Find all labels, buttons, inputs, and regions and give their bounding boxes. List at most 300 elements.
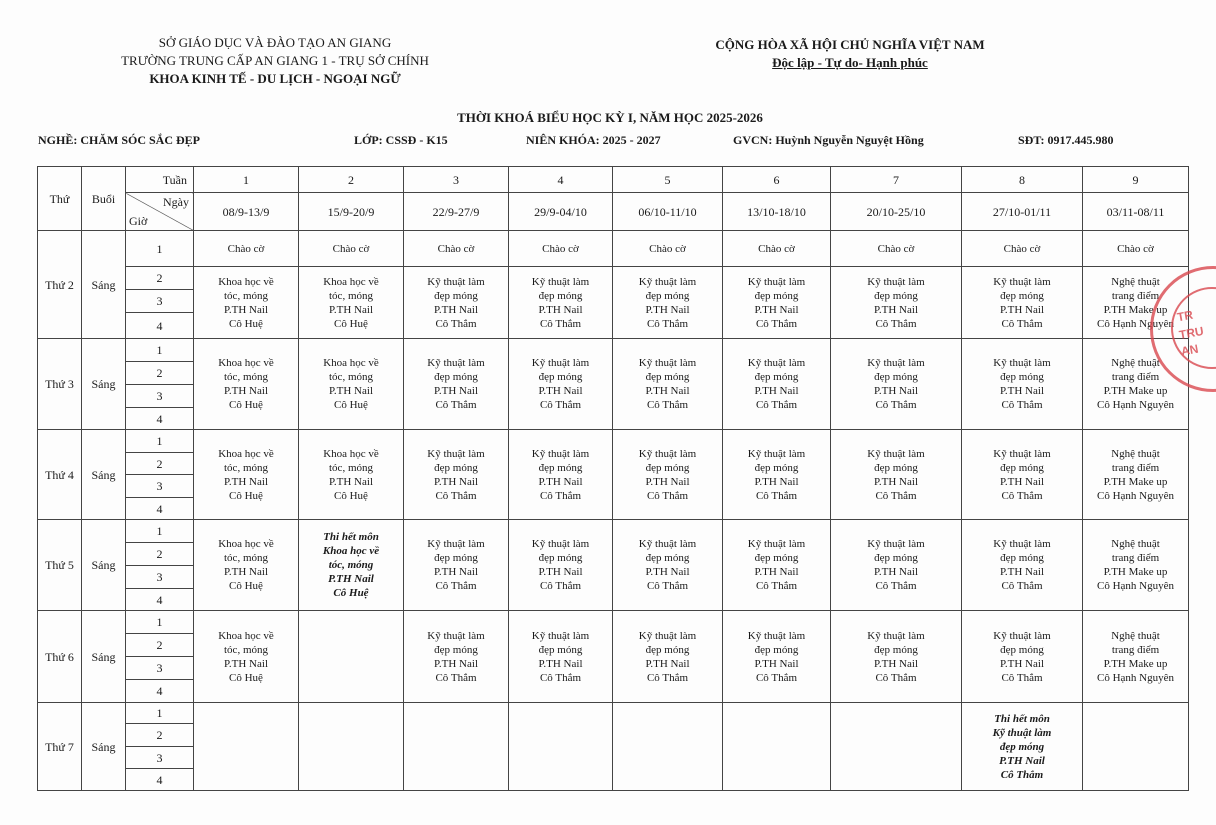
period-row — [38, 703, 1189, 724]
day-label: Thứ 3 — [38, 339, 82, 430]
period-number: 3 — [126, 657, 194, 680]
chao-co-cell: Chào cờ — [962, 231, 1083, 267]
period-number: 1 — [126, 339, 194, 362]
course-cell — [831, 520, 962, 611]
course-cell — [962, 339, 1083, 430]
course-line: Kỹ thuật làm — [531, 538, 590, 550]
course-line: P.TH Nail — [645, 566, 690, 578]
empty-cell — [1083, 703, 1189, 791]
course-line: đẹp móng — [754, 461, 799, 474]
period-number: 3 — [126, 747, 194, 769]
course-line: Cô Huệ — [334, 489, 368, 502]
course-line: tóc, móng — [329, 289, 373, 302]
course-line: Cô Hạnh Nguyên — [1097, 317, 1174, 330]
day-label: Thứ 2 — [38, 231, 82, 339]
course-line: đẹp móng — [645, 461, 690, 474]
course-line: Cô Thắm — [1001, 489, 1043, 502]
course-line: Cô Thắm — [646, 580, 689, 592]
course-line: P.TH Nail — [434, 475, 478, 488]
course-line: Cô Thắm — [539, 489, 582, 502]
course-line: Nghệ thuật — [1111, 629, 1160, 642]
course-line: Kỹ thuật làm — [867, 629, 925, 642]
course-line: P.TH Nail — [224, 475, 268, 488]
period-number: 4 — [126, 589, 194, 611]
course-line: tóc, móng — [224, 643, 268, 656]
course-cell — [613, 520, 723, 611]
info-nien-khoa: NIÊN KHÓA: 2025 - 2027 — [526, 133, 661, 147]
course-line: Cô Thắm — [875, 399, 917, 411]
course-line: Cô Thắm — [875, 489, 917, 502]
course-line: Kỹ thuật làm — [638, 538, 697, 550]
course-line: Cô Thắm — [875, 317, 917, 330]
period-row — [38, 430, 1189, 453]
course-cell — [962, 430, 1083, 520]
col-header-tuan: Tuần — [126, 167, 194, 193]
course-line: Cô Huệ — [334, 399, 368, 411]
course-line: Kỹ thuật làm — [867, 447, 925, 460]
course-line: Cô Thắm — [539, 399, 582, 411]
week-header: 4 — [509, 167, 613, 193]
course-line: P.TH Nail — [538, 303, 583, 316]
session-label: Sáng — [82, 430, 126, 520]
course-cell — [1083, 520, 1189, 611]
course-line: Khoa học về — [218, 357, 274, 369]
course-line: P.TH Nail — [645, 475, 690, 488]
course-line: Kỹ thuật làm — [427, 275, 485, 288]
course-line: P.TH Nail — [224, 385, 268, 397]
course-cell — [723, 520, 831, 611]
course-line: Cô Thắm — [646, 399, 689, 411]
course-line: Khoa học về — [218, 629, 274, 642]
course-line: Cô Hạnh Nguyên — [1097, 489, 1174, 502]
course-line: đẹp móng — [538, 371, 583, 383]
course-line: Cô Hạnh Nguyên — [1097, 399, 1174, 411]
course-line: Cô Thắm — [755, 580, 798, 592]
timetable — [37, 166, 1189, 791]
course-line: đẹp móng — [1000, 289, 1044, 302]
course-line: Kỹ thuật làm — [867, 275, 925, 288]
course-line: trang điểm — [1111, 371, 1160, 383]
course-cell — [194, 430, 299, 520]
course-line: Cô Huệ — [229, 671, 263, 684]
course-line: Nghệ thuật — [1111, 275, 1160, 288]
info-gvcn: GVCN: Huỳnh Nguyễn Nguyệt Hồng — [733, 133, 924, 147]
course-cell — [509, 430, 613, 520]
header-row-dates — [38, 193, 1189, 231]
course-line: P.TH Nail — [538, 657, 583, 670]
course-line: Khoa học về — [218, 275, 274, 288]
course-cell — [962, 267, 1083, 339]
course-cell — [613, 430, 723, 520]
date-range-header: 20/10-25/10 — [831, 193, 962, 231]
course-line: P.TH Nail — [754, 475, 799, 488]
course-line: Cô Thắm — [755, 317, 798, 330]
period-number: 2 — [126, 724, 194, 747]
course-line: đẹp móng — [538, 289, 583, 302]
empty-cell — [299, 611, 404, 703]
course-line: Kỹ thuật làm — [867, 538, 925, 550]
course-line: Cô Thắm — [646, 671, 689, 684]
empty-cell — [194, 703, 299, 791]
course-line: Kỹ thuật làm — [747, 357, 806, 369]
header-row-weeks — [38, 167, 1189, 193]
course-line: đẹp móng — [434, 643, 478, 656]
course-line: Cô Thắm — [539, 580, 582, 592]
course-line: tóc, móng — [329, 461, 373, 474]
session-label: Sáng — [82, 520, 126, 611]
course-line: P.TH Nail — [999, 754, 1045, 767]
chao-co-cell: Chào cờ — [404, 231, 509, 267]
course-line: Khoa học về — [323, 447, 379, 460]
course-line: Cô Thắm — [435, 317, 477, 330]
period-row — [38, 520, 1189, 543]
course-line: Kỹ thuật làm — [747, 275, 806, 288]
date-range-header: 06/10-11/10 — [613, 193, 723, 231]
course-line: Kỹ thuật làm — [993, 275, 1051, 288]
course-line: đẹp móng — [874, 643, 918, 656]
course-cell — [962, 520, 1083, 611]
course-line: Cô Thắm — [875, 580, 917, 592]
course-line: Cô Thắm — [539, 317, 582, 330]
course-line: Cô Huệ — [334, 317, 368, 330]
col-header-ngay: Ngày — [163, 195, 189, 209]
header-right — [680, 36, 1020, 72]
period-number: 2 — [126, 543, 194, 566]
course-cell — [509, 339, 613, 430]
course-line: Kỹ thuật làm — [638, 629, 697, 642]
header-right-line1: CỘNG HÒA XÃ HỘI CHỦ NGHĨA VIỆT NAM — [715, 37, 985, 52]
period-number: 3 — [126, 475, 194, 498]
course-cell — [299, 430, 404, 520]
course-cell — [404, 430, 509, 520]
course-line: Cô Huệ — [229, 317, 263, 330]
course-line: Khoa học về — [323, 357, 379, 369]
chao-co-cell: Chào cờ — [299, 231, 404, 267]
course-line: P.TH Nail — [754, 657, 799, 670]
course-line: Kỹ thuật làm — [531, 275, 590, 288]
course-line: đẹp móng — [538, 461, 583, 474]
course-line: P.TH Nail — [874, 303, 918, 316]
week-header: 7 — [831, 167, 962, 193]
course-line: đẹp móng — [1000, 643, 1044, 656]
course-line: P.TH Nail — [874, 657, 918, 670]
course-line: Nghệ thuật — [1111, 447, 1160, 460]
course-cell — [613, 267, 723, 339]
course-line: P.TH Nail — [754, 385, 799, 397]
course-cell — [962, 611, 1083, 703]
chao-co-cell: Chào cờ — [509, 231, 613, 267]
info-sdt: SĐT: 0917.445.980 — [1018, 133, 1114, 147]
course-line: Khoa học về — [218, 538, 274, 550]
period-number: 4 — [126, 313, 194, 339]
course-line: P.TH Nail — [1000, 475, 1044, 488]
course-line: đẹp móng — [1000, 552, 1044, 564]
course-cell — [723, 430, 831, 520]
course-line: Cô Thắm — [1001, 580, 1043, 592]
course-line: Kỹ thuật làm — [427, 538, 485, 550]
date-range-header: 29/9-04/10 — [509, 193, 613, 231]
course-line: đẹp móng — [874, 461, 918, 474]
date-range-header: 27/10-01/11 — [962, 193, 1083, 231]
course-line: đẹp móng — [645, 552, 690, 564]
course-line: P.TH Make up — [1103, 566, 1168, 578]
course-line: Cô Huệ — [229, 489, 263, 502]
week-header: 1 — [194, 167, 299, 193]
day-label: Thứ 4 — [38, 430, 82, 520]
stamp-text: AN — [1179, 341, 1200, 359]
course-line: Kỹ thuật làm — [993, 629, 1051, 642]
course-line: đẹp móng — [874, 371, 918, 383]
course-line: đẹp móng — [1000, 461, 1044, 474]
course-line: Kỹ thuật làm — [638, 275, 697, 288]
course-line: P.TH Make up — [1103, 657, 1168, 670]
empty-cell — [404, 703, 509, 791]
period-number: 4 — [126, 680, 194, 703]
course-line: P.TH Nail — [645, 303, 690, 316]
course-line: tóc, móng — [328, 559, 374, 571]
course-line: Cô Thắm — [875, 671, 917, 684]
course-line: P.TH Nail — [224, 303, 268, 316]
course-cell — [831, 339, 962, 430]
course-cell — [962, 703, 1083, 791]
period-number: 3 — [126, 566, 194, 589]
header-left-line1: SỞ GIÁO DỤC VÀ ĐÀO TẠO AN GIANG — [158, 35, 392, 50]
course-cell — [509, 267, 613, 339]
course-line: Kỹ thuật làm — [531, 447, 590, 460]
course-line: tóc, móng — [224, 371, 268, 383]
course-line: Kỹ thuật làm — [427, 357, 485, 369]
course-line: Kỹ thuật làm — [993, 538, 1051, 550]
session-label: Sáng — [82, 231, 126, 339]
empty-cell — [509, 703, 613, 791]
course-line: Khoa học về — [218, 447, 274, 460]
course-line: Thi hết môn — [994, 712, 1050, 725]
course-line: Cô Thắm — [435, 580, 477, 592]
course-line: P.TH Nail — [645, 657, 690, 670]
header-left — [60, 34, 490, 88]
course-line: Kỹ thuật làm — [992, 726, 1052, 739]
course-line: đẹp móng — [754, 552, 799, 564]
course-cell — [831, 611, 962, 703]
date-range-header: 08/9-13/9 — [194, 193, 299, 231]
course-line: Khoa học về — [323, 275, 379, 288]
period-number: 2 — [126, 267, 194, 290]
course-cell — [404, 267, 509, 339]
course-line: Kỹ thuật làm — [993, 357, 1051, 369]
day-label: Thứ 7 — [38, 703, 82, 791]
course-line: Kỹ thuật làm — [747, 538, 806, 550]
course-line: đẹp móng — [645, 289, 690, 302]
info-nghe: NGHỀ: CHĂM SÓC SẮC ĐẸP — [38, 133, 201, 147]
course-line: đẹp móng — [434, 461, 478, 474]
course-line: đẹp móng — [538, 552, 583, 564]
week-header: 5 — [613, 167, 723, 193]
course-line: Cô Thắm — [435, 489, 477, 502]
course-line: P.TH Nail — [754, 566, 799, 578]
course-line: đẹp móng — [434, 371, 478, 383]
period-number: 1 — [126, 520, 194, 543]
period-number: 2 — [126, 362, 194, 385]
chao-co-cell: Chào cờ — [194, 231, 299, 267]
period-row — [38, 267, 1189, 290]
course-line: đẹp móng — [1000, 371, 1044, 383]
course-line: trang điểm — [1111, 643, 1160, 656]
course-line: P.TH Nail — [1000, 566, 1044, 578]
period-row — [38, 339, 1189, 362]
date-range-header: 03/11-08/11 — [1083, 193, 1189, 231]
course-line: P.TH Nail — [328, 573, 374, 585]
course-line: Cô Thắm — [1001, 399, 1043, 411]
course-line: Thi hết môn — [323, 531, 379, 543]
period-number: 3 — [126, 290, 194, 313]
course-line: Khoa học về — [322, 545, 380, 557]
course-cell — [299, 267, 404, 339]
period-number: 1 — [126, 703, 194, 724]
course-line: P.TH Nail — [538, 475, 583, 488]
course-cell — [509, 611, 613, 703]
chao-co-cell: Chào cờ — [723, 231, 831, 267]
course-line: Cô Thắm — [539, 671, 582, 684]
course-line: đẹp móng — [874, 289, 918, 302]
course-line: đẹp móng — [645, 371, 690, 383]
course-cell — [613, 611, 723, 703]
course-line: Cô Thắm — [755, 399, 798, 411]
header-right-line2: Độc lập - Tự do- Hạnh phúc — [772, 55, 928, 70]
course-line: P.TH Make up — [1103, 303, 1168, 316]
stamp-text: TRU — [1177, 323, 1205, 343]
course-line: P.TH Nail — [224, 566, 268, 578]
course-line: Cô Thắm — [435, 399, 477, 411]
course-cell — [404, 611, 509, 703]
course-line: Kỹ thuật làm — [531, 357, 590, 369]
course-line: Cô Thắm — [755, 489, 798, 502]
period-number: 3 — [126, 385, 194, 408]
empty-cell — [831, 703, 962, 791]
course-cell — [831, 267, 962, 339]
course-line: Cô Huệ — [229, 580, 263, 592]
course-line: Kỹ thuật làm — [993, 447, 1051, 460]
empty-cell — [299, 703, 404, 791]
course-cell — [723, 267, 831, 339]
course-line: đẹp móng — [999, 740, 1045, 753]
col-header-thu: Thứ — [38, 167, 82, 231]
period-number: 1 — [126, 231, 194, 267]
course-line: Cô Thắm — [646, 489, 689, 502]
week-header: 6 — [723, 167, 831, 193]
course-line: Cô Thắm — [646, 317, 689, 330]
course-line: Cô Hạnh Nguyên — [1097, 671, 1174, 684]
course-line: P.TH Nail — [754, 303, 799, 316]
chao-co-cell: Chào cờ — [831, 231, 962, 267]
week-header: 3 — [404, 167, 509, 193]
course-cell — [404, 339, 509, 430]
course-line: Kỹ thuật làm — [638, 357, 697, 369]
course-line: Kỹ thuật làm — [427, 629, 485, 642]
stamp-text: TR — [1175, 307, 1195, 325]
course-cell — [509, 520, 613, 611]
course-line: đẹp móng — [754, 371, 799, 383]
session-label: Sáng — [82, 703, 126, 791]
course-line: P.TH Nail — [645, 385, 690, 397]
document-title: THỜI KHOÁ BIỂU HỌC KỲ I, NĂM HỌC 2025-2026 — [457, 110, 763, 125]
period-row — [38, 231, 1189, 267]
course-line: Cô Huệ — [333, 587, 369, 599]
course-line: P.TH Nail — [434, 303, 478, 316]
chao-co-cell: Chào cờ — [1083, 231, 1189, 267]
header-left-line2: TRƯỜNG TRUNG CẤP AN GIANG 1 - TRỤ SỞ CHÍNH — [121, 53, 429, 68]
course-line: Cô Thắm — [1000, 768, 1044, 781]
course-cell — [194, 520, 299, 611]
info-lop: LỚP: CSSĐ - K15 — [354, 133, 448, 147]
course-line: trang điểm — [1111, 461, 1160, 474]
date-range-header: 22/9-27/9 — [404, 193, 509, 231]
course-cell — [299, 520, 404, 611]
course-line: tóc, móng — [329, 371, 373, 383]
course-line: Nghệ thuật — [1111, 357, 1160, 369]
course-line: Kỹ thuật làm — [427, 447, 485, 460]
period-number: 1 — [126, 430, 194, 453]
course-cell — [723, 339, 831, 430]
course-line: Kỹ thuật làm — [638, 447, 697, 460]
date-range-header: 15/9-20/9 — [299, 193, 404, 231]
course-cell — [723, 611, 831, 703]
course-line: đẹp móng — [538, 643, 583, 656]
course-line: tóc, móng — [224, 552, 268, 564]
course-line: P.TH Make up — [1103, 475, 1168, 488]
course-line: đẹp móng — [434, 552, 478, 564]
course-line: Cô Huệ — [229, 399, 263, 411]
empty-cell — [613, 703, 723, 791]
date-range-header: 13/10-18/10 — [723, 193, 831, 231]
period-number: 4 — [126, 408, 194, 430]
course-line: trang điểm — [1111, 552, 1160, 564]
period-number: 4 — [126, 769, 194, 791]
course-line: P.TH Nail — [1000, 385, 1044, 397]
course-line: đẹp móng — [645, 643, 690, 656]
period-number: 4 — [126, 498, 194, 520]
course-line: Cô Hạnh Nguyên — [1097, 580, 1174, 592]
week-header: 9 — [1083, 167, 1189, 193]
course-line: P.TH Nail — [874, 385, 918, 397]
course-line: P.TH Nail — [329, 475, 373, 488]
course-line: P.TH Nail — [1000, 303, 1044, 316]
course-line: P.TH Nail — [434, 385, 478, 397]
course-line: P.TH Nail — [329, 303, 373, 316]
course-cell — [194, 339, 299, 430]
course-line: tóc, móng — [224, 461, 268, 474]
col-header-gio: Giờ — [129, 214, 148, 228]
week-header: 2 — [299, 167, 404, 193]
empty-cell — [723, 703, 831, 791]
course-line: Cô Thắm — [1001, 317, 1043, 330]
course-line: P.TH Nail — [224, 657, 268, 670]
course-line: đẹp móng — [754, 643, 799, 656]
course-line: P.TH Make up — [1103, 385, 1168, 397]
col-header-buoi: Buổi — [82, 167, 126, 231]
course-cell — [299, 339, 404, 430]
period-number: 2 — [126, 634, 194, 657]
session-label: Sáng — [82, 611, 126, 703]
chao-co-cell: Chào cờ — [613, 231, 723, 267]
course-line: P.TH Nail — [874, 475, 918, 488]
course-cell — [1083, 430, 1189, 520]
course-line: trang điểm — [1111, 289, 1160, 302]
course-line: Kỹ thuật làm — [531, 629, 590, 642]
course-line: P.TH Nail — [874, 566, 918, 578]
period-number: 2 — [126, 453, 194, 475]
day-label: Thứ 6 — [38, 611, 82, 703]
course-line: Cô Thắm — [1001, 671, 1043, 684]
